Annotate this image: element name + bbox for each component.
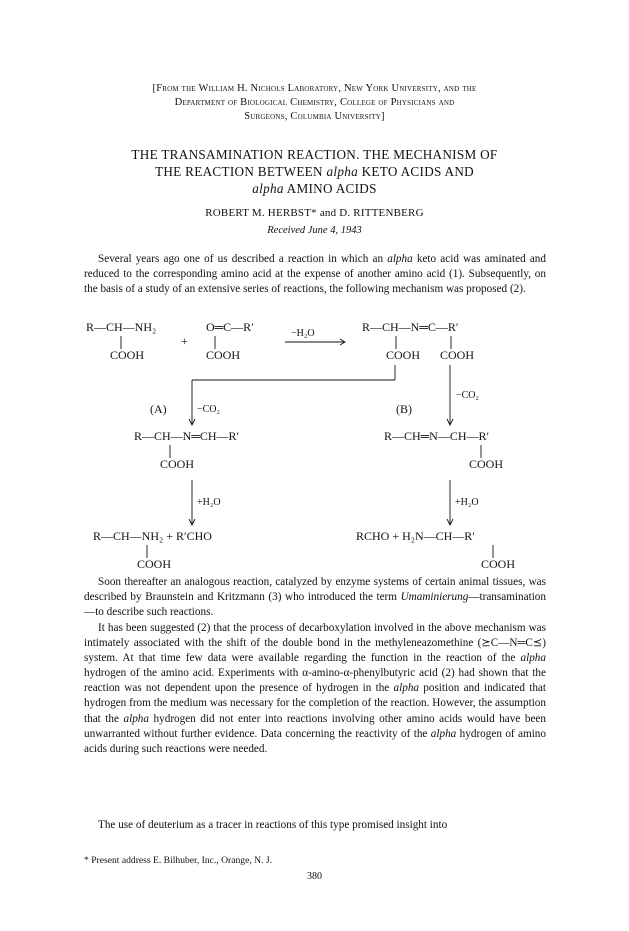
cooh-label: COOH <box>386 348 421 362</box>
text: It has been suggested (2) that the process of decarboxylation involved in the above mechanism was intimately associated with the shift of the double bond in the methyleneazomethine (⪰C—N═C⪯) system. At that time few data were available regarding the function in the reaction of the <box>84 622 546 665</box>
text: —transamination—to describe such reactions. <box>84 591 546 619</box>
keto-acid-formula: O═C—R′ <box>206 320 254 334</box>
paragraph-1 <box>84 252 546 297</box>
paper-title <box>50 146 579 197</box>
arrow-head <box>340 339 345 345</box>
italic-term: alpha <box>123 712 149 725</box>
label-b: (B) <box>396 402 412 416</box>
affiliation-line-2: Department of Biological Chemistry, College of Physicians and <box>174 97 455 108</box>
label-a: (A) <box>150 402 167 416</box>
italic-term: alpha <box>387 253 413 265</box>
path-b-intermediate: R—CH═N—CH—R′ <box>384 429 490 443</box>
plus-sign: + <box>181 334 188 348</box>
minus-h2o-label: −H₂O <box>291 328 315 339</box>
paragraph-2 <box>84 575 546 620</box>
title-italic: alpha <box>252 181 284 196</box>
title-text: AMINO ACIDS <box>283 181 377 196</box>
cooh-label: COOH <box>137 557 172 571</box>
text: Several years ago one of us described a reaction in which an <box>98 253 388 265</box>
minus-co2-label: −CO₂ <box>197 404 221 415</box>
schiff-base-formula: R—CH—N═C—R′ <box>362 320 459 334</box>
text: keto acid was aminated and reduced to the corresponding amino acid at the expense of another amino acid (1). Subsequently, on the basis of a study of an extensive series of reactions, the following mechanism was proposed (2). <box>84 253 546 296</box>
title-text: KETO ACIDS AND <box>358 164 475 179</box>
arrow-head <box>189 519 195 525</box>
page-number: 380 <box>307 871 322 882</box>
italic-term: alpha <box>520 652 546 665</box>
cooh-label: COOH <box>110 348 145 362</box>
affiliation <box>60 82 569 124</box>
received-date: Received June 4, 1943 <box>267 225 362 236</box>
italic-term: alpha <box>393 682 420 695</box>
minus-co2-label: −CO₂ <box>456 390 480 401</box>
authors: ROBERT M. HERBST* and D. RITTENBERG <box>205 207 424 219</box>
path-a-products: R—CH—NH₂ + R′CHO <box>93 529 212 543</box>
cooh-label: COOH <box>469 457 504 471</box>
text: hydrogen did not enter into reactions involving other amino acids would have been unwarranted without further evidence. Data concerning the reactivity of the <box>84 712 546 740</box>
cooh-label: COOH <box>206 348 241 362</box>
arrow-head <box>447 419 453 425</box>
path-b-products: RCHO + H₂N—CH—R′ <box>356 529 475 543</box>
arrow-head <box>447 519 453 525</box>
text: hydrogen of amino acids during such reactions were needed. <box>84 727 546 755</box>
italic-term: alpha <box>430 727 457 740</box>
title-italic: alpha <box>326 164 359 179</box>
affiliation-line-1: [From the William H. Nichols Laboratory, New York University, and the <box>152 83 477 94</box>
title-line-1: THE TRANSAMINATION REACTION. THE MECHANISM OF <box>131 147 498 162</box>
affiliation-line-3: Surgeons, Columbia University] <box>244 111 385 122</box>
cooh-label: COOH <box>440 348 475 362</box>
text: Soon thereafter an analogous reaction, catalyzed by enzyme systems of certain animal tissues, was described by Braunstein and Kritzmann (3) who introduced the term <box>84 576 546 604</box>
cooh-label: COOH <box>481 557 516 571</box>
arrow-head <box>189 419 195 425</box>
footnote: * Present address E. Bilhuber, Inc., Orange, N. J. <box>84 855 272 866</box>
amino-acid-formula: R—CH—NH₂ <box>86 320 157 334</box>
paragraph-4 <box>84 818 546 833</box>
plus-h2o-label: +H₂O <box>197 497 221 508</box>
plus-h2o-label: +H₂O <box>455 497 479 508</box>
title-text: THE REACTION BETWEEN <box>154 164 327 179</box>
title-line-3 <box>50 180 579 197</box>
path-a-intermediate: R—CH—N═CH—R′ <box>134 429 240 443</box>
text: position and indicated that hydrogen from the medium was necessary for the completion of the reaction. However, the assumption that the <box>84 682 546 725</box>
paragraph-3 <box>84 621 546 757</box>
title-line-2 <box>50 163 579 180</box>
cooh-label: COOH <box>160 457 195 471</box>
text: hydrogen of the amino acid. Experiments with α-amino-α-phenylbutyric acid (2) had shown that the reaction was not dependent upon the presence of hydrogen in the <box>84 667 546 695</box>
italic-term: Umaminierung <box>400 591 469 604</box>
text: The use of deuterium as a tracer in reactions of this type promised insight into <box>98 819 448 831</box>
